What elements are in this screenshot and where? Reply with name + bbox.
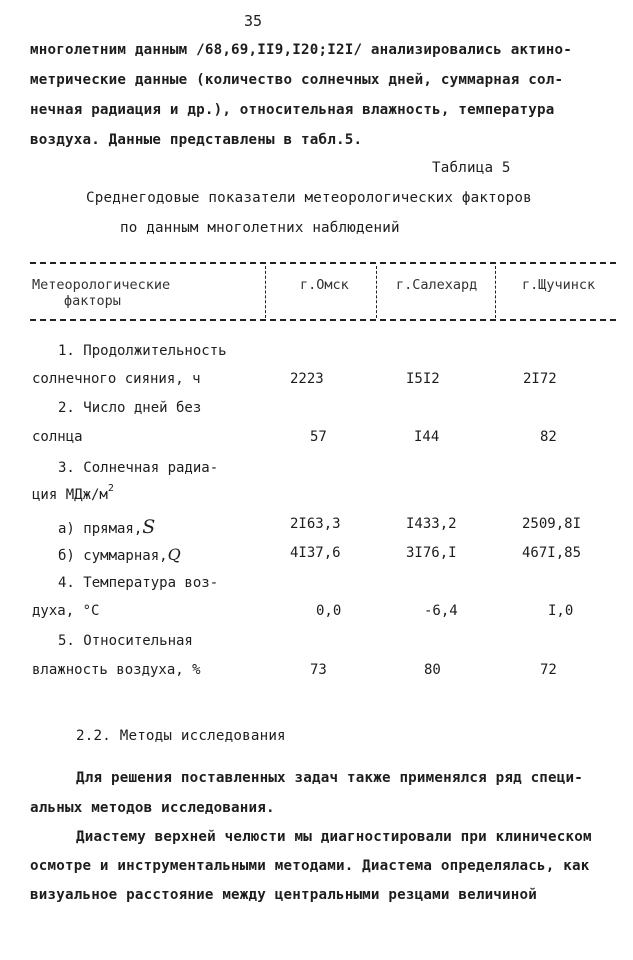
row-4-label-line-2 [32, 603, 99, 619]
paragraph-2-line-1: Диастему верхней челюсти мы диагностировали при клиническом [76, 829, 592, 845]
row-1-salekhard: I5I2 [406, 371, 440, 387]
section-heading: 2.2. Методы исследования [76, 728, 286, 744]
header-shchuchinsk: г.Щучинск [522, 277, 596, 293]
table-title-line-1: Среднегодовые показатели метеорологических факторов [86, 190, 532, 206]
paragraph-1-line-2: альных методов исследования. [30, 800, 275, 816]
intro-line-2: метрические данные (количество солнечных дней, суммарная сол- [30, 72, 564, 88]
row-2-shchuchinsk: 82 [540, 429, 557, 445]
row-5-salekhard: 80 [424, 662, 441, 678]
column-separator [376, 266, 377, 318]
row-5-label-line-2: влажность воздуха, % [32, 662, 201, 678]
paragraph-2-line-2: осмотре и инструментальными методами. Диастема определялась, как [30, 858, 590, 874]
row-3a-label [58, 516, 155, 538]
row-2-label-line-2: солнца [32, 429, 83, 445]
row-4-unit: °С [82, 603, 100, 619]
row-3-unit: ция МДж/м [32, 487, 108, 503]
intro-line-4: воздуха. Данные представлены в табл.5. [30, 132, 363, 148]
row-2-label-line-1: 2. Число дней без [58, 400, 202, 416]
row-4-shchuchinsk: I,0 [548, 603, 574, 619]
row-3b-omsk: 4I37,6 [290, 545, 341, 561]
column-separator [495, 266, 496, 318]
table-title-line-2: по данным многолетних наблюдений [120, 220, 400, 236]
column-separator [265, 266, 266, 318]
header-factors-line-2: факторы [64, 293, 121, 309]
row-3-label-line-1: 3. Солнечная радиа- [58, 460, 219, 476]
row-1-label-line-2: солнечного сияния, ч [32, 371, 201, 387]
row-3b-text: б) суммарная, [58, 548, 168, 564]
row-2-salekhard: I44 [414, 429, 440, 445]
table-label: Таблица 5 [432, 160, 511, 176]
row-4-label-line-1: 4. Температура воз- [58, 575, 219, 591]
row-1-shchuchinsk: 2I72 [523, 371, 557, 387]
row-3b-label [58, 545, 181, 564]
row-3b-salekhard: 3I76,I [406, 545, 457, 561]
page-number: 35 [244, 12, 263, 30]
row-4-salekhard: -6,4 [424, 603, 458, 619]
paragraph-2-line-3: визуальное расстояние между центральными резцами величиной [30, 887, 538, 903]
row-5-label-line-1: 5. Относительная [58, 633, 193, 649]
row-1-label-line-1: 1. Продолжительность [58, 343, 227, 359]
row-5-shchuchinsk: 72 [540, 662, 557, 678]
row-3-label-line-2 [32, 483, 114, 503]
row-5-omsk: 73 [310, 662, 327, 678]
row-3a-shchuchinsk: 2509,8I [522, 516, 582, 532]
header-salekhard: г.Салехард [396, 277, 478, 293]
row-3b-shchuchinsk: 467I,85 [522, 545, 582, 561]
row-3a-text: а) прямая, [58, 521, 143, 537]
row-3a-salekhard: I433,2 [406, 516, 457, 532]
row-4-omsk: 0,0 [316, 603, 342, 619]
row-3-unit-superscript: 2 [107, 483, 114, 494]
intro-line-1: многолетним данным /68,69,II9,I20;I2I/ анализировались актино- [30, 42, 572, 58]
paragraph-1-line-1: Для решения поставленных задач также применялся ряд специ- [76, 770, 584, 786]
table-header-rule [30, 319, 616, 321]
row-1-omsk: 2223 [290, 371, 324, 387]
table-top-rule [30, 262, 616, 264]
row-3a-symbol: S [142, 516, 156, 538]
row-4-text: духа, [32, 603, 75, 619]
header-omsk: г.Омск [300, 277, 349, 293]
row-2-omsk: 57 [310, 429, 327, 445]
intro-line-3: нечная радиация и др.), относительная влажность, температура [30, 102, 555, 118]
row-3b-symbol: Q [167, 545, 181, 564]
row-3a-omsk: 2I63,3 [290, 516, 341, 532]
header-factors-line-1: Метеорологические [32, 277, 171, 293]
